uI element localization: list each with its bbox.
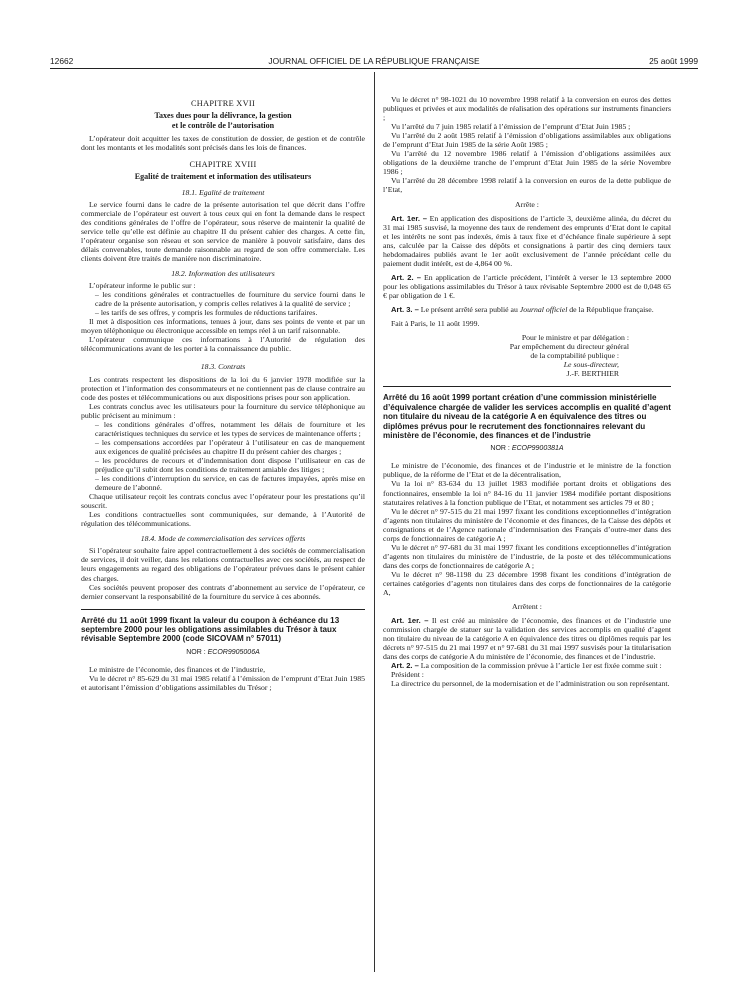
nor-reference: NOR : ECOP9900381A [490, 445, 564, 453]
signature-date: Fait à Paris, le 11 août 1999. [391, 319, 480, 329]
chapter-title: Egalité de traitement et information des utilisateurs [134, 172, 312, 182]
paragraph: Vu l’arrêté du 28 décembre 1998 relatif à la conversion en euros de la dette publique de l’Etat, [383, 176, 671, 195]
paragraph: Le ministre de l’économie, des finances et de l’industrie, [89, 664, 266, 674]
decree-title: Arrêté du 11 août 1999 fixant la valeur du coupon à échéance du 13 septembre 2000 pour les obligations assimilables du Trésor à taux révisable Septembre 2000 (code SICOVAM n° 57011) [81, 615, 340, 644]
list-item: – les compensations accordées par l’opérateur à l’utilisateur en cas de manquement aux exigences de qualité précisées au chapitre II du présent cahier des charges ; [95, 437, 365, 456]
paragraph: Vu l’arrêté du 2 août 1985 relatif à l’émission d’obligations assimilables aux obligations de l’emprunt d’Etat Juin 1985 de la série Août 1985 ; [383, 131, 671, 150]
page-number: 12662 [50, 56, 74, 66]
section-title: 18.2. Information des utilisateurs [171, 269, 275, 279]
paragraph: Vu le décret n° 97-515 du 21 mai 1997 fixant les conditions exceptionnelles d’intégration d’agents non titulaires du ministère de l’économie et des finances, de la Caisse des dépôts et consignations et de l’Agence nationale d’indemnisation des Français d’outre-mer dans des corps de fonctionnaires de catégorie A ; [383, 506, 671, 543]
paragraph: Si l’opérateur souhaite faire appel contractuellement à des sociétés de commercialisation de services, il doit veiller, dans les relations contractuelles avec ces sociétés, au respect de leurs engagements au regard des obligations de l’opérateur prévues dans le présent cahier des charges. [81, 546, 365, 583]
header-rule [50, 68, 698, 69]
list-item: – les procédures de recours et d’indemnisation dont dispose l’utilisateur en cas de préjudice qu’il subit dont les conditions de traitement amiable des litiges ; [95, 455, 365, 474]
paragraph: L’opérateur communique ces informations à l’Autorité de régulation des télécommunications avant de les porter à la connaissance du public. [81, 335, 365, 354]
chapter-heading: CHAPITRE XVIII [189, 160, 257, 170]
article: Art. 3. – Le présent arrêté sera publié au Journal officiel de la République française. [391, 304, 654, 314]
decree-separator [81, 609, 365, 610]
column-separator [374, 72, 375, 972]
list-item: – les conditions générales et contractuelles de fourniture du service fourni dans le cadre de la présente autorisation, y compris celles relatives à la qualité de service ; [95, 290, 365, 309]
section-title: 18.3. Contrats [200, 362, 246, 372]
article: Art. 2. – En application de l’article précédent, l’intérêt à verser le 13 septembre 2000 pour les obligations assimilables du Trésor à taux révisable Septembre 2000 est de 0,048 65 € par obligation de 1 €. [383, 272, 671, 300]
page-header [50, 56, 698, 68]
decree-formula: Arrête : [515, 199, 539, 209]
journal-title: JOURNAL OFFICIEL DE LA RÉPUBLIQUE FRANÇAISE [268, 56, 480, 66]
decree-title: Arrêté du 16 août 1999 portant création d’une commission ministérielle d’équivalence chargée de valider les services accomplis en qualité d’agent non titulaire du niveau de la catégorie A en équivalence des titres ou diplômes prévus pour le recrutement des fonctionnaires relevant du ministère de l’économie, des finances et de l’industrie [383, 393, 671, 440]
paragraph: Vu l’arrêté du 7 juin 1985 relatif à l’émission de l’emprunt d’Etat Juin 1985 ; [391, 122, 631, 132]
signature-line: Le sous-directeur, [563, 360, 619, 370]
article: Art. 1er. – En application des dispositions de l’article 3, deuxième alinéa, du décret du 31 mai 1985 susvisé, la moyenne des taux de rendement des emprunts d’Etat dont le capital et les intérêts ne sont pas indexés, émis à taux fixe et d’échéance finale supérieure à sept ans, calculée par la Caisse des dépôts et consignations à partir des cinq derniers taux hebdomadaires publiés avant le 1er août exclusivement de l’année précédant celle du paiement dudit intérêt, est de 4,864 00 %. [383, 213, 671, 268]
paragraph: La directrice du personnel, de la modernisation et de l’administration ou son représentant. [391, 679, 670, 689]
article: Art. 1er. – Il est créé au ministère de l’économie, des finances et de l’industrie une commission chargée de statuer sur la validation des services accomplis en qualité d’agent non titulaire du niveau de la catégorie A en équivalence des titres ou diplômes requis par les décrets n° 97-515 du 21 mai 1997 et n° 97-681 du 31 mai 1997 susvisés pour la titularisation dans des corps de catégorie A du ministère de l’économie, des finances et de l’industrie. [383, 616, 671, 662]
paragraph: Il met à disposition ces informations, tenues à jour, dans ses points de vente et par un moyen téléphonique ou électronique accessible en temps réel à un tarif raisonnable. [81, 317, 365, 336]
paragraph: L’opérateur informe le public sur : [89, 281, 196, 291]
paragraph: Vu l’arrêté du 12 novembre 1986 relatif à l’émission d’obligations assimilées aux obligations de la deuxième tranche de l’emprunt d’Etat Juin 1985 de la série Novembre 1986 ; [383, 149, 671, 177]
paragraph: Le service fourni dans le cadre de la présente autorisation tel que décrit dans l’offre commerciale de l’opérateur est ouvert à tous ceux qui en font la demande dans le respect des conditions générales de l’offre de l’opérateur, sous réserve de maintenir la qualité de service telle qu’elle est définie au chapitre II du présent cahier des charges. A cette fin, l’opérateur organise son réseau et son service de manière à pouvoir satisfaire, dans des délais convenables, toute demande raisonnable au regard de son offre commerciale. Les clients doivent être traités de manière non discriminatoire. [81, 199, 365, 264]
signature-line: Pour le ministre et par délégation : [521, 333, 629, 343]
paragraph: Chaque utilisateur reçoit les contrats conclus avec l’opérateur pour les prestations qu’il souscrit. [81, 492, 365, 511]
signature-line: de la comptabilité publique : [530, 351, 619, 361]
paragraph: Vu le décret n° 97-681 du 31 mai 1997 fixant les conditions exceptionnelles d’intégration d’agents non titulaires du ministère de l’industrie, de la poste et des télécommunications dans des corps de fonctionnaires de catégorie A ; [383, 542, 671, 570]
paragraph: Vu le décret n° 85-629 du 31 mai 1985 relatif à l’émission de l’emprunt d’Etat Juin 1985 et autorisant l’émission d’obligations assimilables du Trésor ; [81, 673, 365, 693]
section-title: 18.1. Egalité de traitement [181, 187, 265, 197]
list-item: – les conditions d’interruption du service, en cas de factures impayées, après mise en demeure de l’abonné. [95, 474, 365, 493]
paragraph: Le ministre de l’économie, des finances et de l’industrie et le ministre de la fonction publique, de la réforme de l’Etat et de la décentralisation, [383, 461, 671, 480]
article: Art. 2. – La composition de la commission prévue à l’article 1er est fixée comme suit : [391, 661, 662, 671]
chapter-title: Taxes dues pour la délivrance, la gestion et le contrôle de l’autorisation [154, 111, 292, 130]
paragraph: Les contrats conclus avec les utilisateurs pour la fourniture du service téléphonique au public précisent au minimum : [81, 401, 365, 420]
list-item: – les tarifs de ses offres, y compris les formules de réductions tarifaires. [95, 308, 318, 318]
paragraph: Les conditions contractuelles sont communiquées, sur demande, à l’Autorité de régulation des télécommunications. [81, 510, 365, 529]
left-column [81, 95, 365, 692]
chapter-heading: CHAPITRE XVII [190, 99, 256, 108]
signature-line: Par empêchement du directeur général [509, 342, 629, 352]
paragraph: Vu le décret n° 98-1198 du 23 décembre 1998 fixant les conditions d’intégration de certaines catégories d’agents non titulaires dans des corps de fonctionnaires de la catégorie A, [383, 569, 671, 598]
right-column [383, 95, 671, 689]
signatory-name: J.-F. BERTHIER [566, 369, 619, 379]
paragraph: L’opérateur doit acquitter les taxes de constitution de dossier, de gestion et de contrôle dont les montants et les modalités sont précisés dans les lois de finances. [81, 134, 365, 153]
paragraph: Vu la loi n° 83-634 du 13 juillet 1983 modifiée portant droits et obligations des fonctionnaires, ensemble la loi n° 84-16 du 11 janvier 1984 modifiée portant dispositions statutaires relatives à la fonction publique de l’Etat, et notamment ses articles 79 et 80 ; [383, 479, 671, 507]
issue-date: 25 août 1999 [649, 56, 698, 66]
paragraph: Vu le décret n° 98-1021 du 10 novembre 1998 relatif à la conversion en euros des dettes publiques et privées et aux modalités de réalisation des opérations sur instruments financiers ; [383, 95, 671, 123]
nor-reference: NOR : ECOR9905006A [186, 648, 260, 656]
list-item: – les conditions générales d’offres, notamment les délais de fourniture et les caractéristiques techniques du service et les types de services de maintenance offerts ; [95, 419, 365, 438]
paragraph: Les contrats respectent les dispositions de la loi du 6 janvier 1978 modifiée sur la protection et l’information des consommateurs et ne contiennent pas de clause contraire au code des postes et télécommunications ou aux dispositions prises pour son application. [81, 374, 365, 402]
decree-formula: Arrêtent : [512, 602, 542, 612]
paragraph: Ces sociétés peuvent proposer des contrats d’abonnement au service de l’opérateur, ce dernier conservant la responsabilité de la fourniture du service à ces abonnés. [81, 582, 365, 601]
section-title: 18.4. Mode de commercialisation des services offerts [140, 534, 306, 544]
decree-separator [383, 386, 671, 387]
paragraph: Président : [391, 670, 424, 680]
